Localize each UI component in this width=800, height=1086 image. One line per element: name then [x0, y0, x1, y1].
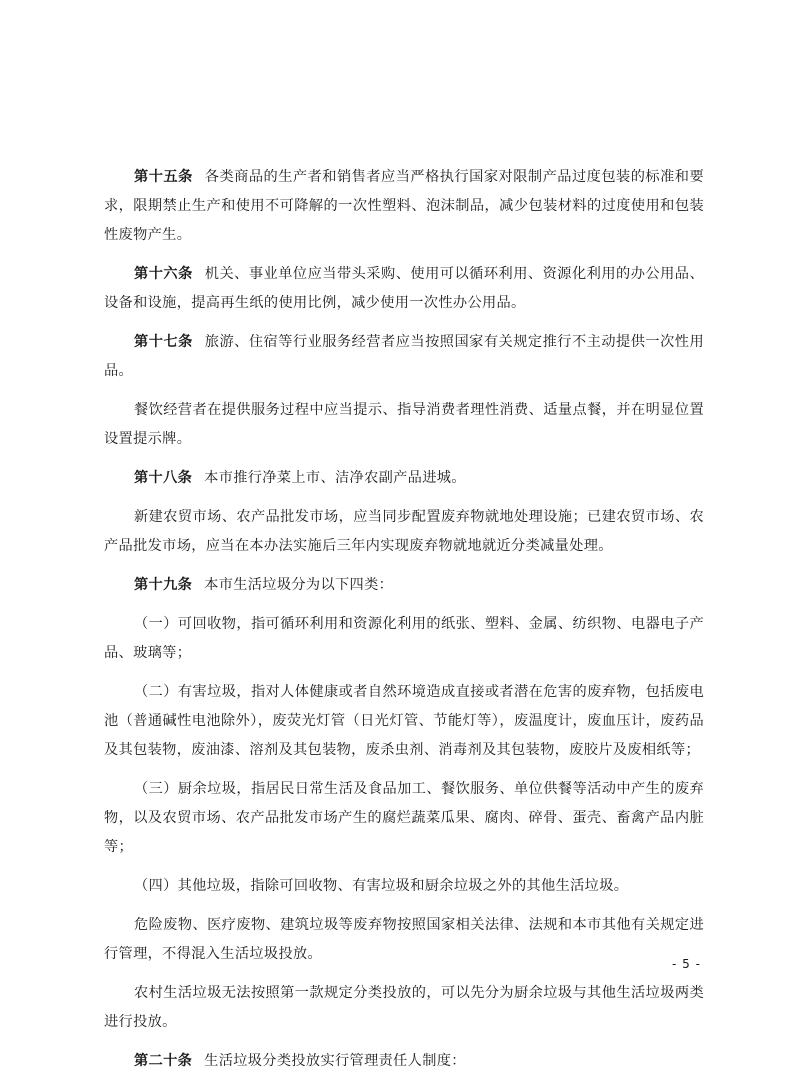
paragraph	[104, 503, 704, 561]
paragraph	[104, 979, 704, 1037]
paragraph	[104, 1047, 704, 1076]
paragraph-text: 本市推行净菜上市、洁净农副产品进城。	[204, 470, 466, 486]
paragraph	[104, 260, 704, 318]
paragraph-text: 危险废物、医疗废物、建筑垃圾等废弃物按照国家相关法律、法规和本市其他有关规定进行管理，不得混入生活垃圾投放。	[104, 917, 704, 962]
paragraph-text: 新建农贸市场、农产品批发市场，应当同步配置废弃物就地处理设施；已建农贸市场、农产品批发市场，应当在本办法实施后三年内实现废弃物就地就近分类减量处理。	[104, 509, 704, 554]
paragraph	[104, 775, 704, 862]
paragraph	[104, 571, 704, 600]
paragraph	[104, 396, 704, 454]
paragraph-text: 旅游、住宿等行业服务经营者应当按照国家有关规定推行不主动提供一次性用品。	[104, 334, 705, 379]
paragraph-text: 餐饮经营者在提供服务过程中应当提示、指导消费者理性消费、适量点餐，并在明显位置设置提示牌。	[104, 402, 704, 447]
document-body	[104, 163, 704, 1086]
paragraph	[104, 872, 704, 901]
paragraph-text: （四）其他垃圾，指除可回收物、有害垃圾和厨余垃圾之外的其他生活垃圾。	[134, 878, 629, 894]
article-number: 第十六条	[134, 266, 193, 282]
paragraph	[104, 464, 704, 493]
paragraph-text: 生活垃圾分类投放实行管理责任人制度：	[204, 1053, 466, 1069]
article-number: 第十七条	[134, 334, 193, 350]
paragraph	[104, 678, 704, 765]
page-number: - 5 -	[672, 957, 701, 971]
paragraph-text: （一）可回收物，指可循环利用和资源化利用的纸张、塑料、金属、纺织物、电器电子产品、玻璃等；	[104, 616, 704, 661]
paragraph	[104, 328, 704, 386]
article-number: 第十八条	[134, 470, 193, 486]
paragraph	[104, 610, 704, 668]
article-number: 第二十条	[134, 1053, 193, 1069]
paragraph	[104, 911, 704, 969]
paragraph-text: 机关、事业单位应当带头采购、使用可以循环利用、资源化利用的办公用品、设备和设施，提高再生纸的使用比例，减少使用一次性办公用品。	[104, 266, 705, 311]
article-number: 第十五条	[134, 169, 193, 185]
article-number: 第十九条	[134, 577, 193, 593]
paragraph-text: 各类商品的生产者和销售者应当严格执行国家对限制产品过度包装的标准和要求，限期禁止生产和使用不可降解的一次性塑料、泡沫制品，减少包装材料的过度使用和包装性废物产生。	[104, 169, 705, 243]
paragraph	[104, 163, 704, 250]
paragraph-text: （二）有害垃圾，指对人体健康或者自然环境造成直接或者潜在危害的废弃物，包括废电池（普通碱性电池除外），废荧光灯管（日光灯管、节能灯等），废温度计，废血压计，废药品及其包装物，废油漆、溶剂及其包装物，废杀虫剂、消毒剂及其包装物，废胶片及废相纸等；	[104, 684, 704, 758]
paragraph-text: 本市生活垃圾分为以下四类：	[204, 577, 394, 593]
paragraph-text: 农村生活垃圾无法按照第一款规定分类投放的，可以先分为厨余垃圾与其他生活垃圾两类进行投放。	[104, 985, 704, 1030]
paragraph-text: （三）厨余垃圾，指居民日常生活及食品加工、餐饮服务、单位供餐等活动中产生的废弃物，以及农贸市场、农产品批发市场产生的腐烂蔬菜瓜果、腐肉、碎骨、蛋壳、畜禽产品内脏等；	[104, 781, 704, 855]
